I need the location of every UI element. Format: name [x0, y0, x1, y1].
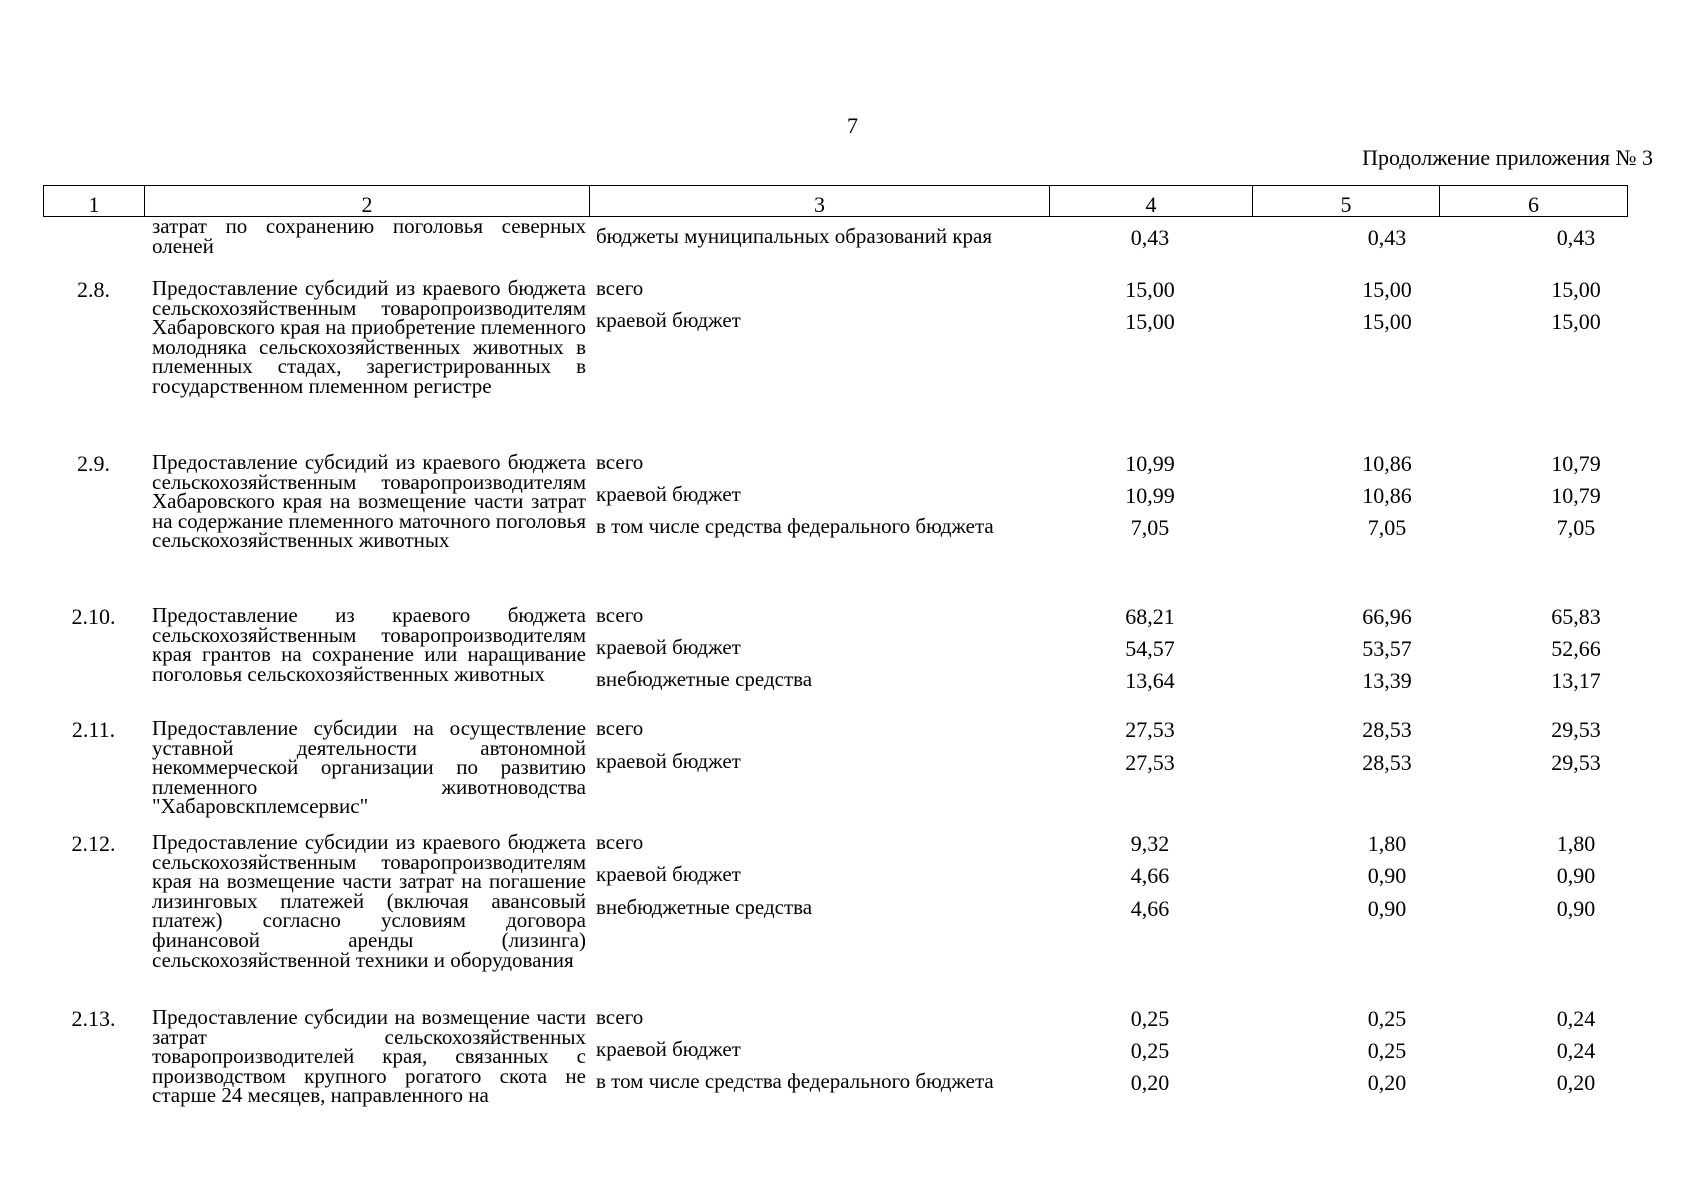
value-col-4: 15,00 [1125, 309, 1175, 334]
value-col-4: 9,32 [1130, 831, 1170, 856]
value-col-6: 29,53 [1551, 750, 1601, 775]
value-col-6: 13,17 [1551, 668, 1601, 693]
row-number: 2.12. [71, 831, 116, 856]
value-col-6: 52,66 [1551, 636, 1601, 661]
table-header [43, 185, 1628, 217]
value-col-5: 0,20 [1367, 1070, 1407, 1095]
source-label: краевой бюджет [596, 862, 741, 886]
value-col-4: 54,57 [1125, 636, 1175, 661]
source-label: всего [596, 450, 644, 474]
value-col-4: 4,66 [1130, 896, 1170, 921]
source-label: внебюджетные средства [596, 895, 813, 919]
header-col-3: 3 [590, 186, 1050, 216]
source-label: краевой бюджет [596, 635, 741, 659]
value-col-4: 27,53 [1125, 717, 1175, 742]
row-description: Предоставление субсидии на осуществление уставной деятельности автономной некоммерческой организации по развитию племенного животноводства "Хабаровскплемсервис" [152, 716, 586, 819]
value-col-4: 4,66 [1130, 863, 1170, 888]
source-label: в том числе средства федерального бюджета [596, 514, 994, 538]
source-label: краевой бюджет [596, 1037, 741, 1061]
value-col-6: 0,90 [1556, 896, 1596, 921]
value-col-6: 7,05 [1556, 515, 1596, 540]
source-label: краевой бюджет [596, 308, 741, 332]
header-col-1: 1 [44, 186, 145, 216]
value-col-4: 7,05 [1130, 515, 1170, 540]
row-description: Предоставление субсидий из краевого бюджета сельскохозяйственным товаропроизводителям Хабаровского края на возмещение части затрат на содержание племенного маточного поголовья сельскохозяйственных животных [152, 450, 586, 553]
value-col-4: 0,25 [1130, 1006, 1170, 1031]
value-col-4: 68,21 [1125, 604, 1175, 629]
value-col-5: 0,90 [1367, 863, 1407, 888]
value-col-4: 27,53 [1125, 750, 1175, 775]
value-col-5: 1,80 [1367, 831, 1407, 856]
source-label: всего [596, 830, 644, 854]
value-col-5: 15,00 [1362, 309, 1412, 334]
source-label: всего [596, 1005, 644, 1029]
value-col-6: 15,00 [1551, 309, 1601, 334]
value-col-4: 10,99 [1125, 451, 1175, 476]
source-label: в том числе средства федерального бюджета [596, 1069, 994, 1093]
row-description: Предоставление субсидии на возмещение части затрат сельскохозяйственных товаропроизводителей края, связанных с производством крупного рогатого скота не старше 24 месяцев, направленного на [152, 1005, 586, 1108]
header-col-5: 5 [1253, 186, 1440, 216]
source-label: внебюджетные средства [596, 667, 813, 691]
value-col-5: 13,39 [1362, 668, 1412, 693]
row-number: 2.13. [71, 1006, 116, 1031]
value-col-4: 10,99 [1125, 483, 1175, 508]
value-col-4: 0,20 [1130, 1070, 1170, 1095]
value-col-4: 0,43 [1130, 225, 1170, 250]
value-col-4: 0,25 [1130, 1038, 1170, 1063]
row-description: Предоставление субсидий из краевого бюджета сельскохозяйственным товаропроизводителям Хабаровского края на приобретение племенного молодняка сельскохозяйственных животных в племенных стадах, зарегистрированных в государственном племенном регистре [152, 276, 586, 398]
value-col-6: 65,83 [1551, 604, 1601, 629]
row-description: Предоставление субсидии из краевого бюджета сельскохозяйственным товаропроизводителям края на возмещение части затрат на погашение лизинговых платежей (включая авансовый платеж) согласно условиям договора финансовой аренды (лизинга) сельскохозяйственной техники и оборудования [152, 830, 586, 972]
value-col-6: 29,53 [1551, 717, 1601, 742]
source-label: всего [596, 603, 644, 627]
source-label: краевой бюджет [596, 749, 741, 773]
value-col-5: 15,00 [1362, 277, 1412, 302]
row-number: 2.8. [77, 277, 110, 302]
row-number: 2.9. [77, 451, 110, 476]
value-col-6: 15,00 [1551, 277, 1601, 302]
value-col-6: 10,79 [1551, 451, 1601, 476]
row-description: затрат по сохранению поголовья северных оленей [152, 214, 586, 258]
value-col-6: 0,90 [1556, 863, 1596, 888]
row-description: Предоставление из краевого бюджета сельскохозяйственным товаропроизводителям края грантов на сохранение или наращивание поголовья сельскохозяйственных животных [152, 603, 586, 686]
value-col-4: 13,64 [1125, 668, 1175, 693]
continuation-label: Продолжение приложения № 3 [1362, 145, 1653, 170]
source-label: краевой бюджет [596, 482, 741, 506]
value-col-6: 0,24 [1556, 1006, 1596, 1031]
value-col-5: 0,90 [1367, 896, 1407, 921]
value-col-5: 28,53 [1362, 717, 1412, 742]
value-col-6: 1,80 [1556, 831, 1596, 856]
row-number: 2.10. [71, 604, 116, 629]
value-col-5: 10,86 [1362, 451, 1412, 476]
value-col-5: 66,96 [1362, 604, 1412, 629]
value-col-6: 0,24 [1556, 1038, 1596, 1063]
source-label: всего [596, 716, 644, 740]
value-col-5: 0,25 [1367, 1038, 1407, 1063]
value-col-5: 53,57 [1362, 636, 1412, 661]
value-col-6: 10,79 [1551, 483, 1601, 508]
value-col-5: 7,05 [1367, 515, 1407, 540]
row-number: 2.11. [71, 717, 116, 742]
value-col-5: 0,25 [1367, 1006, 1407, 1031]
value-col-6: 0,43 [1556, 225, 1596, 250]
header-col-4: 4 [1050, 186, 1253, 216]
value-col-6: 0,20 [1556, 1070, 1596, 1095]
value-col-4: 15,00 [1125, 277, 1175, 302]
source-label: всего [596, 276, 644, 300]
source-label: бюджеты муниципальных образований края [596, 224, 993, 248]
header-col-2: 2 [145, 186, 590, 216]
value-col-5: 10,86 [1362, 483, 1412, 508]
page-number: 7 [847, 113, 858, 138]
header-col-6: 6 [1528, 192, 1539, 217]
value-col-5: 0,43 [1367, 225, 1407, 250]
value-col-5: 28,53 [1362, 750, 1412, 775]
